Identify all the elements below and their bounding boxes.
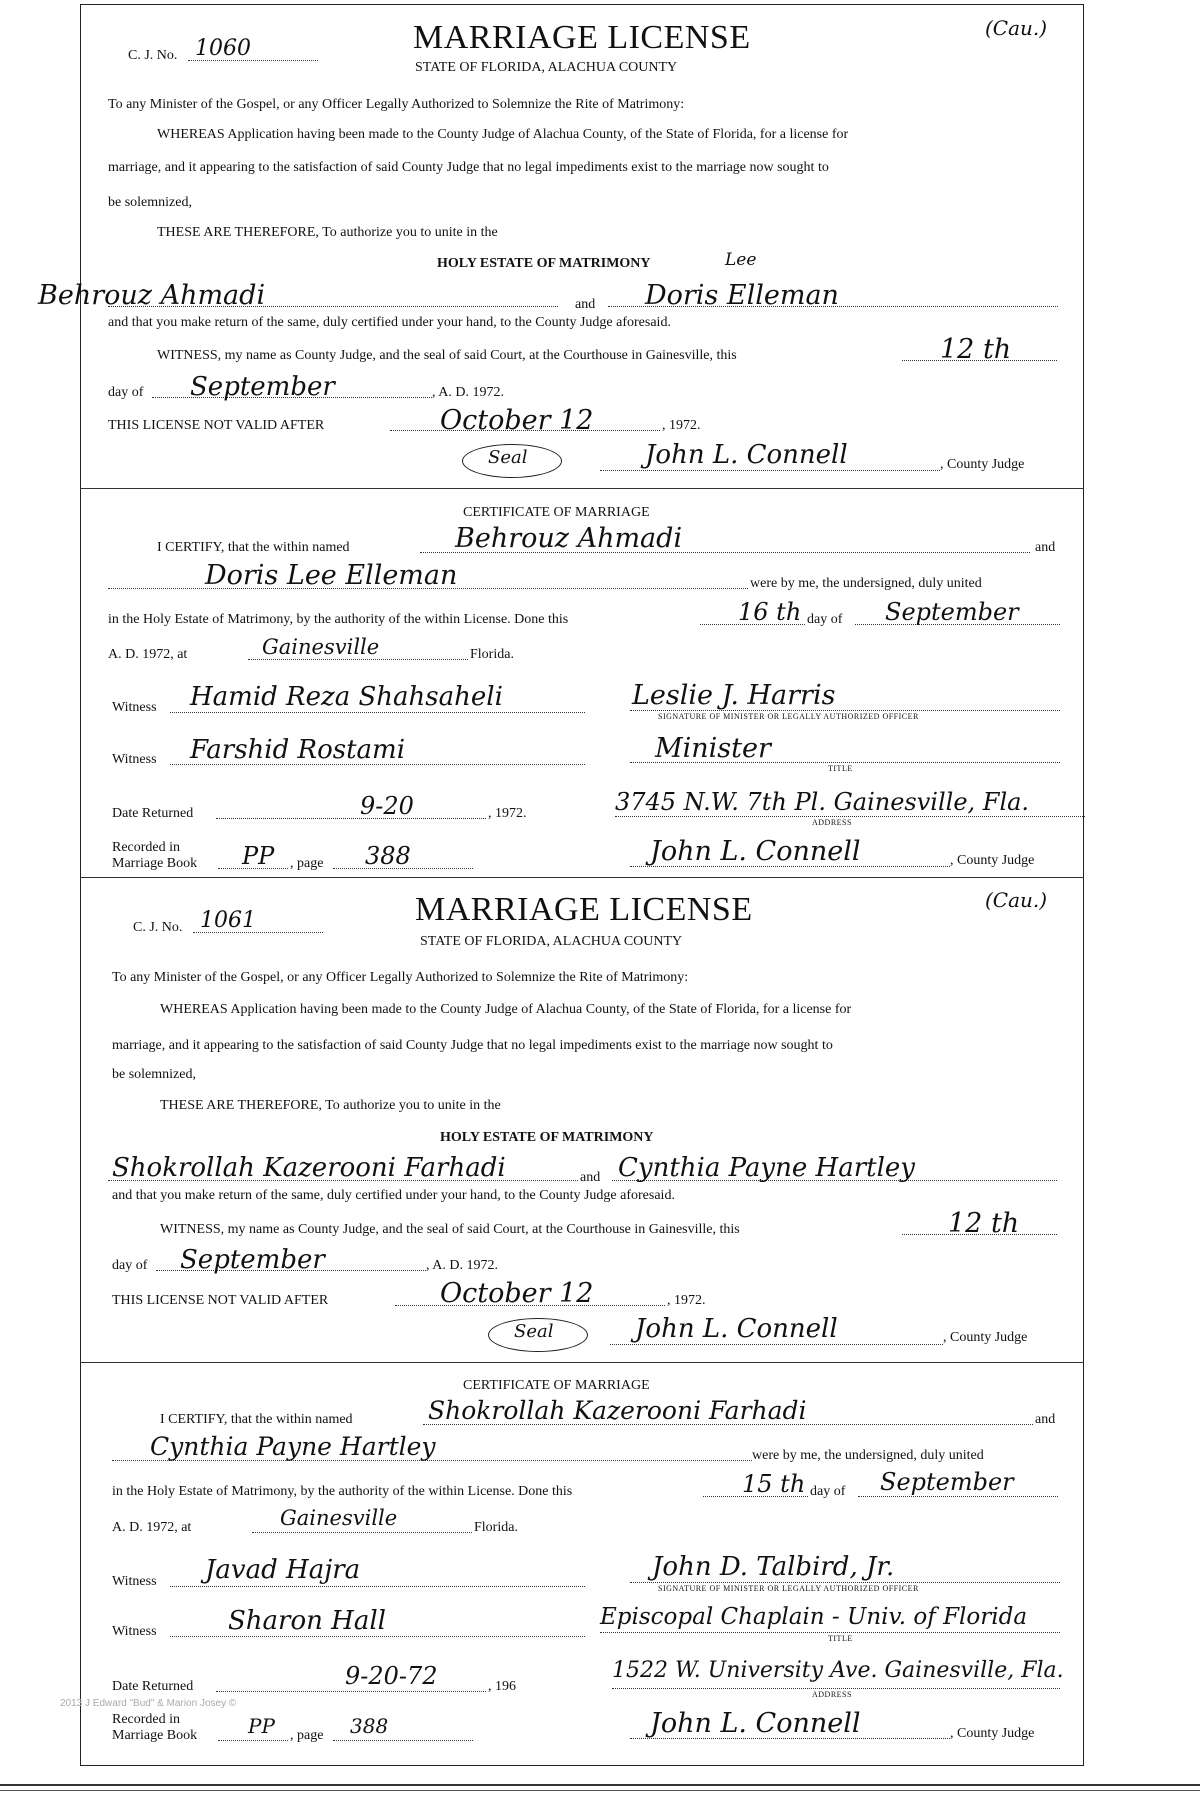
officer-title: Minister	[655, 733, 771, 764]
certificate-title: CERTIFICATE OF MARRIAGE	[463, 505, 650, 520]
license-title: MARRIAGE LICENSE	[415, 891, 753, 928]
whereas-line-2: marriage, and it appearing to the satisfaction of said County Judge that no legal impediments exist to the marriage now sought to	[112, 1038, 833, 1053]
done-day: 16 th	[738, 598, 802, 626]
and-label: and	[580, 1170, 601, 1185]
officer-signature: John D. Talbird, Jr.	[652, 1552, 895, 1582]
license-divider	[80, 877, 1084, 878]
therefore-line: THESE ARE THEREFORE, To authorize you to unite in the	[160, 1098, 501, 1113]
page-label: , page	[290, 1728, 324, 1743]
return-line: and that you make return of the same, duly certified under your hand, to the County Judge aforesaid.	[108, 315, 671, 330]
fill-line	[333, 1740, 473, 1741]
county-judge-label: , County Judge	[940, 457, 1025, 472]
united-label: were by me, the undersigned, duly united	[752, 1448, 984, 1463]
fill-line	[600, 470, 940, 471]
day-of-label: day of	[112, 1258, 148, 1273]
not-valid-date: October 12	[440, 1278, 594, 1309]
done-day-of: day of	[810, 1484, 846, 1499]
corner-note: (Cau.)	[985, 16, 1048, 40]
united-label: were by me, the undersigned, duly united	[750, 576, 982, 591]
day-of-label: day of	[108, 385, 144, 400]
certificate-title: CERTIFICATE OF MARRIAGE	[463, 1378, 650, 1393]
florida-label: Florida.	[470, 647, 514, 662]
date-returned: 9-20-72	[345, 1662, 438, 1690]
address-caption: ADDRESS	[812, 1690, 852, 1699]
not-valid-date: October 12	[440, 405, 594, 436]
officer-title: Episcopal Chaplain - Univ. of Florida	[600, 1604, 1028, 1630]
whereas-line-2: marriage, and it appearing to the satisfaction of said County Judge that no legal impediments exist to the marriage now sought to	[108, 160, 829, 175]
license-subtitle: STATE OF FLORIDA, ALACHUA COUNTY	[420, 934, 683, 949]
cert-groom-name: Shokrollah Kazerooni Farhadi	[428, 1396, 807, 1425]
and-label: and	[575, 297, 596, 312]
officer-caption: SIGNATURE OF MINISTER OR LEGALLY AUTHORIZED OFFICER	[658, 1584, 919, 1593]
license-title: MARRIAGE LICENSE	[413, 19, 751, 56]
fill-line	[170, 712, 585, 713]
county-judge-label: , County Judge	[943, 1330, 1028, 1345]
whereas-line-3: be solemnized,	[108, 195, 192, 210]
recorded-in-label: Recorded in	[112, 1712, 181, 1727]
date-returned-label: Date Returned	[112, 806, 194, 821]
date-returned: 9-20	[360, 792, 414, 820]
fill-line	[612, 1688, 1060, 1689]
holy-estate-line: in the Holy Estate of Matrimony, by the authority of the within License. Done this	[112, 1484, 573, 1499]
fill-line	[252, 1532, 472, 1533]
groom-name: Shokrollah Kazerooni Farhadi	[112, 1153, 506, 1183]
copyright-watermark: 2013 J Edward "Bud" & Marion Josey ©	[60, 1698, 237, 1709]
fill-line	[858, 1496, 1058, 1497]
ad-year-at: A. D. 1972, at	[108, 647, 188, 662]
title-caption: TITLE	[828, 1634, 853, 1643]
therefore-line: THESE ARE THEREFORE, To authorize you to unite in the	[157, 225, 498, 240]
cert-and-label: and	[1035, 1412, 1056, 1427]
record-county-judge-label: , County Judge	[950, 1726, 1035, 1741]
fill-line	[170, 1636, 585, 1637]
fill-line	[630, 710, 1060, 711]
record-judge-signature: John L. Connell	[650, 836, 861, 867]
date-returned-year: , 1972.	[488, 806, 527, 821]
judge-signature: John L. Connell	[635, 1314, 838, 1344]
fill-line	[248, 659, 468, 660]
record-judge-signature: John L. Connell	[650, 1708, 861, 1739]
cert-and-label: and	[1035, 540, 1056, 555]
fill-line	[216, 1691, 486, 1692]
holy-estate-line: in the Holy Estate of Matrimony, by the authority of the within License. Done this	[108, 612, 569, 627]
date-returned-year: , 196	[488, 1679, 516, 1694]
cj-label: C. J. No.	[133, 920, 183, 935]
title-caption: TITLE	[828, 764, 853, 773]
done-month: September	[885, 598, 1019, 626]
holy-estate-heading: HOLY ESTATE OF MATRIMONY	[437, 256, 651, 271]
officer-signature: Leslie J. Harris	[632, 680, 836, 711]
marriage-book-label: Marriage Book	[112, 1728, 198, 1743]
salutation: To any Minister of the Gospel, or any Officer Legally Authorized to Solemnize the Rite of Matrimony:	[112, 970, 689, 985]
bottom-rule	[0, 1784, 1200, 1786]
bottom-rule	[0, 1790, 1200, 1791]
cj-label: C. J. No.	[128, 48, 178, 63]
fill-line	[218, 1740, 288, 1741]
witness-2-label: Witness	[112, 1624, 157, 1639]
salutation: To any Minister of the Gospel, or any Officer Legally Authorized to Solemnize the Rite of Matrimony:	[108, 97, 685, 112]
fill-line	[600, 1632, 1060, 1633]
witness-day: 12 th	[948, 1208, 1020, 1239]
fill-line	[615, 816, 1085, 817]
whereas-line-1: WHEREAS Application having been made to the County Judge of Alachua County, of the State of Florida, for a license for	[157, 127, 849, 142]
cj-number: 1060	[195, 36, 251, 61]
section-divider	[80, 1362, 1084, 1363]
holy-estate-heading: HOLY ESTATE OF MATRIMONY	[440, 1130, 654, 1145]
witness-line: WITNESS, my name as County Judge, and the seal of said Court, at the Courthouse in Gainesville, this	[160, 1222, 740, 1237]
page-value: 388	[350, 1714, 389, 1738]
florida-label: Florida.	[474, 1520, 518, 1535]
license-subtitle: STATE OF FLORIDA, ALACHUA COUNTY	[415, 60, 678, 75]
marriage-book-label: Marriage Book	[112, 856, 198, 871]
corner-note: (Cau.)	[985, 888, 1048, 912]
officer-address: 1522 W. University Ave. Gainesville, Fla.	[612, 1658, 1064, 1683]
groom-name: Behrouz Ahmadi	[38, 280, 266, 311]
fill-line	[610, 1344, 943, 1345]
witness-1-label: Witness	[112, 700, 157, 715]
page-value: 388	[365, 842, 411, 870]
record-county-judge-label: , County Judge	[950, 853, 1035, 868]
certify-label: I CERTIFY, that the within named	[157, 540, 350, 555]
fill-line	[216, 818, 486, 819]
certify-label: I CERTIFY, that the within named	[160, 1412, 353, 1427]
witness-day: 12 th	[940, 334, 1012, 365]
ad-year: , A. D. 1972.	[432, 385, 504, 400]
marriage-place: Gainesville	[280, 1506, 398, 1530]
not-valid-year: , 1972.	[662, 418, 701, 433]
whereas-line-1: WHEREAS Application having been made to the County Judge of Alachua County, of the State of Florida, for a license for	[160, 1002, 852, 1017]
return-line: and that you make return of the same, duly certified under your hand, to the County Judge aforesaid.	[112, 1188, 675, 1203]
fill-line	[630, 762, 1060, 763]
done-day: 15 th	[742, 1470, 806, 1498]
page-label: , page	[290, 856, 324, 871]
witness-2-label: Witness	[112, 752, 157, 767]
cert-bride-name: Doris Lee Elleman	[205, 560, 458, 591]
bride-name: Cynthia Payne Hartley	[618, 1153, 915, 1183]
cert-groom-name: Behrouz Ahmadi	[455, 523, 683, 554]
done-day-of: day of	[807, 612, 843, 627]
ad-year-at: A. D. 1972, at	[112, 1520, 192, 1535]
ad-year: , A. D. 1972.	[426, 1258, 498, 1273]
not-valid-year: , 1972.	[667, 1293, 706, 1308]
witness-1-label: Witness	[112, 1574, 157, 1589]
address-caption: ADDRESS	[812, 818, 852, 827]
date-returned-label: Date Returned	[112, 1679, 194, 1694]
judge-signature: John L. Connell	[645, 440, 848, 470]
officer-caption: SIGNATURE OF MINISTER OR LEGALLY AUTHORIZED OFFICER	[658, 712, 919, 721]
not-valid-label: THIS LICENSE NOT VALID AFTER	[112, 1293, 329, 1308]
done-month: September	[880, 1468, 1014, 1496]
holy-note: Lee	[725, 250, 757, 270]
witness-line: WITNESS, my name as County Judge, and the seal of said Court, at the Courthouse in Gainesville, this	[157, 348, 737, 363]
fill-line	[170, 1586, 585, 1587]
fill-line	[630, 1582, 1060, 1583]
officer-address: 3745 N.W. 7th Pl. Gainesville, Fla.	[615, 788, 1030, 816]
witness-2-name: Farshid Rostami	[190, 735, 406, 765]
seal-text: Seal	[488, 447, 528, 468]
whereas-line-3: be solemnized,	[112, 1067, 196, 1082]
recorded-in-label: Recorded in	[112, 840, 181, 855]
book-value: PP	[248, 1714, 275, 1738]
witness-1-name: Javad Hajra	[205, 1555, 361, 1585]
not-valid-label: THIS LICENSE NOT VALID AFTER	[108, 418, 325, 433]
issue-month: September	[180, 1245, 325, 1275]
section-divider	[80, 488, 1084, 489]
marriage-place: Gainesville	[262, 635, 380, 659]
cj-number: 1061	[200, 908, 256, 933]
issue-month: September	[190, 372, 335, 402]
witness-2-name: Sharon Hall	[228, 1606, 386, 1636]
seal-text: Seal	[514, 1321, 554, 1342]
bride-name: Doris Elleman	[645, 280, 839, 311]
book-value: PP	[242, 842, 275, 870]
cert-bride-name: Cynthia Payne Hartley	[150, 1432, 436, 1461]
witness-1-name: Hamid Reza Shahsaheli	[190, 682, 503, 712]
